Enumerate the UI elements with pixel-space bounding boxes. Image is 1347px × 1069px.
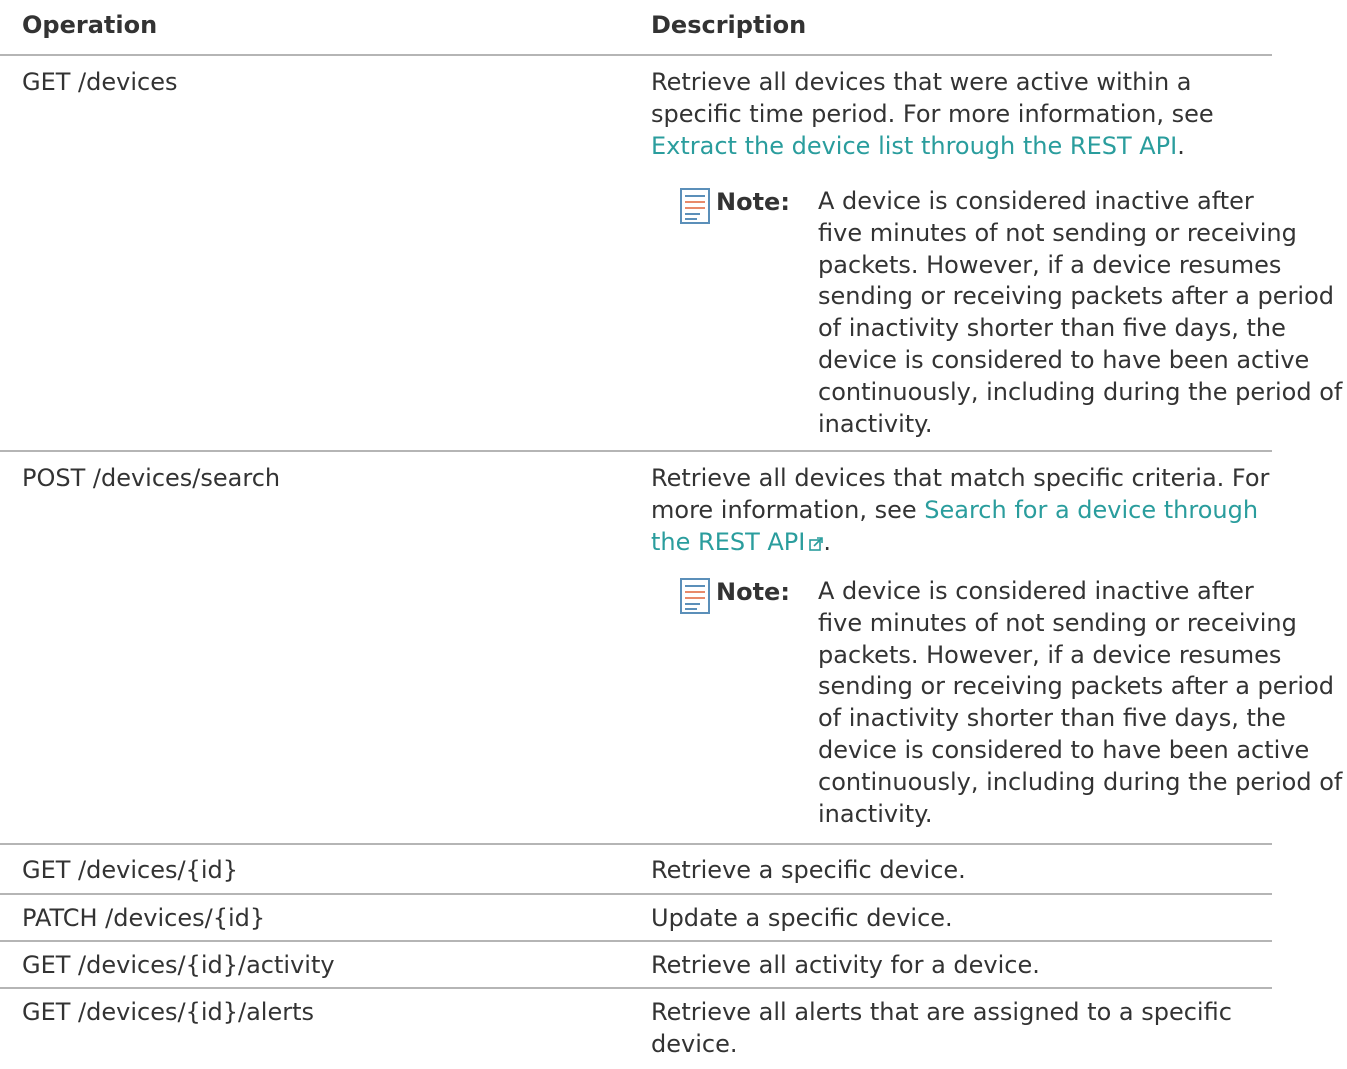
note-line: packets. However, if a device resumes: [818, 250, 1282, 279]
operation-cell: GET /devices/{id}/activity: [22, 951, 335, 979]
table-row: [0, 895, 1272, 942]
note-block: [680, 186, 1343, 446]
search-device-link-part2[interactable]: the REST API: [651, 528, 806, 556]
external-link-icon[interactable]: [809, 537, 823, 551]
header-description: Description: [651, 11, 807, 39]
operation-cell: GET /devices/{id}: [22, 856, 238, 884]
note-line: device is considered to have been active: [818, 735, 1310, 764]
note-line: of inactivity shorter than five days, the: [818, 314, 1286, 343]
note-line: device is considered to have been active: [818, 345, 1310, 374]
description-line: device.: [651, 1030, 738, 1058]
description-line: Retrieve a specific device.: [651, 856, 966, 884]
note-text: [818, 186, 1347, 440]
table-row: [0, 452, 1343, 845]
note-line: five minutes of not sending or receiving: [818, 608, 1297, 637]
description-prefix: more information, see: [651, 496, 925, 524]
table-header: [0, 0, 1272, 56]
header-operation: Operation: [22, 11, 158, 39]
note-line: continuously, including during the period of: [818, 767, 1343, 796]
table-row: [0, 845, 1272, 895]
operation-cell: GET /devices/{id}/alerts: [22, 998, 315, 1026]
operation-cell: PATCH /devices/{id}: [22, 904, 266, 932]
note-line: of inactivity shorter than five days, the: [818, 704, 1286, 733]
table-row: [0, 56, 1343, 452]
description-line: Retrieve all devices that were active within a: [651, 68, 1192, 96]
note-line: A device is considered inactive after: [818, 577, 1254, 605]
table-row: [0, 989, 1272, 1069]
note-label: Note:: [716, 188, 790, 216]
description-cell: [651, 462, 1270, 558]
description-line: [651, 130, 1211, 162]
note-block: [680, 576, 1343, 836]
description-cell: [651, 996, 1232, 1060]
operation-cell: GET /devices: [22, 68, 178, 96]
link-suffix: .: [1177, 132, 1185, 160]
note-label: Note:: [716, 578, 790, 606]
table-row: [0, 942, 1272, 989]
note-icon: [680, 578, 710, 614]
note-line: packets. However, if a device resumes: [818, 640, 1282, 669]
description-cell: [651, 854, 1211, 886]
note-line: inactivity.: [818, 409, 933, 438]
note-line: five minutes of not sending or receiving: [818, 218, 1297, 247]
description-line: Retrieve all alerts that are assigned to a specific: [651, 998, 1232, 1026]
note-icon: [680, 188, 710, 224]
note-line: A device is considered inactive after: [818, 187, 1254, 215]
description-cell: [651, 902, 1211, 934]
note-line: sending or receiving packets after a period: [818, 672, 1334, 701]
note-line: inactivity.: [818, 799, 933, 828]
operation-cell: POST /devices/search: [22, 464, 281, 492]
note-line: sending or receiving packets after a period: [818, 282, 1334, 311]
description-line: Retrieve all activity for a device.: [651, 951, 1040, 979]
description-cell: [651, 949, 1211, 981]
description-line: [651, 494, 1259, 526]
note-line: continuously, including during the period of: [818, 377, 1343, 406]
description-line: Retrieve all devices that match specific criteria. For: [651, 464, 1270, 492]
description-cell: [651, 66, 1214, 162]
description-line: Update a specific device.: [651, 904, 953, 932]
link-suffix: .: [823, 528, 831, 556]
note-text: [818, 576, 1347, 830]
extract-device-list-link[interactable]: Extract the device list through the REST API: [651, 132, 1178, 160]
description-line: specific time period. For more information, see: [651, 100, 1214, 128]
description-line: [651, 526, 1211, 558]
search-device-link-part1[interactable]: Search for a device through: [924, 496, 1259, 524]
